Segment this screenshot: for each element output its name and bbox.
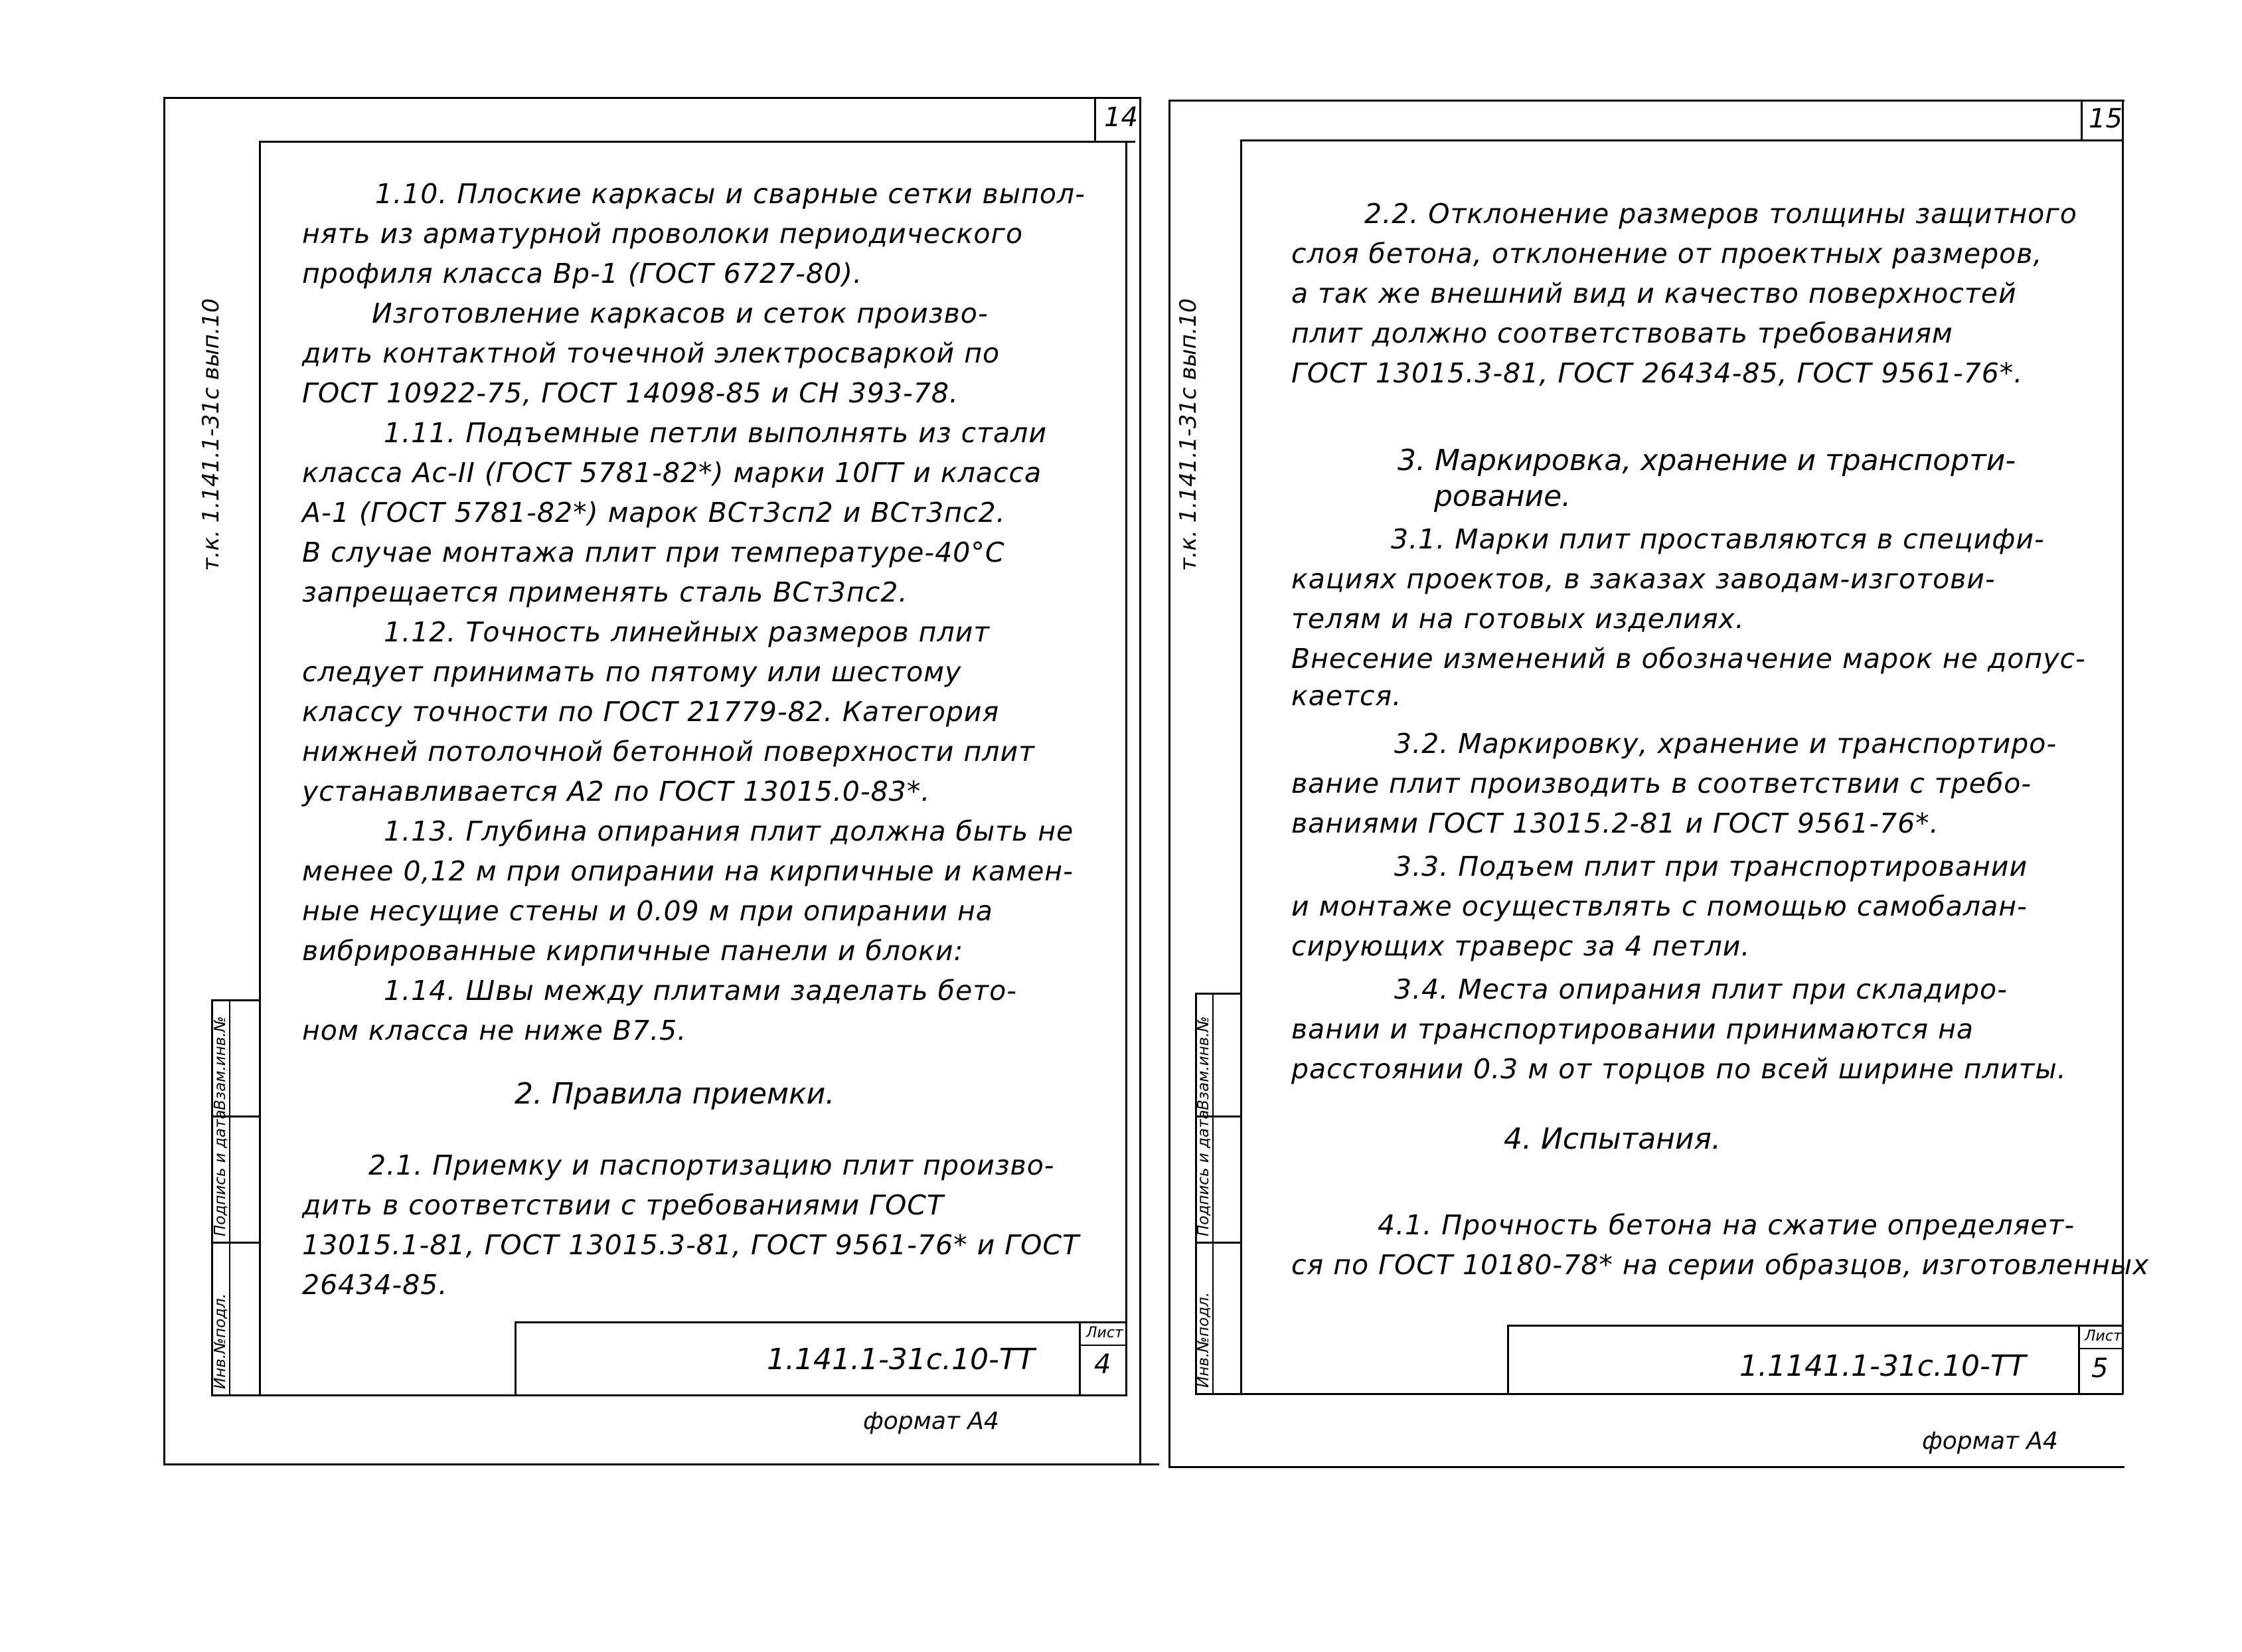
text-line: ГОСТ 13015.3-81, ГОСТ 26434-85, ГОСТ 9561-76*. — [1291, 357, 2024, 389]
text-line: следует принимать по пятому или шестому — [302, 656, 962, 688]
text-line: и монтаже осуществлять с помощью самобалан- — [1291, 890, 2028, 922]
text-line: 1.11. Подъемные петли выполнять из стали — [384, 417, 1048, 449]
text-line: 3.1. Марки плит проставляются в специфи- — [1391, 523, 2045, 555]
text-line: ся по ГОСТ 10180-78* на серии образцов, изготовленных — [1291, 1249, 2150, 1281]
text-line: классу точности по ГОСТ 21779-82. Категория — [302, 696, 1000, 728]
text-line: нять из арматурной проволоки периодического — [302, 218, 1024, 250]
sheet-label: Лист — [1086, 1325, 1123, 1341]
text-line: А-1 (ГОСТ 5781-82*) марок ВСт3сп2 и ВСт3пс2. — [302, 497, 1006, 529]
text-line: класса Ас-II (ГОСТ 5781-82*) марки 10ГТ и класса — [302, 457, 1042, 489]
section-title: 2. Правила приемки. — [515, 1077, 835, 1111]
format-label: формат А4 — [1922, 1428, 2058, 1455]
text-line: вибрированные кирпичные панели и блоки: — [302, 935, 964, 967]
replace-cell: Взам.инв.№ — [212, 1016, 229, 1110]
side-label: т.к. 1.141.1-31с вып.10 — [198, 298, 224, 571]
text-line: 4.1. Прочность бетона на сжатие определяет- — [1378, 1209, 2075, 1241]
text-line: Изготовление каркасов и сеток произво- — [372, 297, 989, 329]
text-line: устанавливается А2 по ГОСТ 13015.0-83*. — [302, 776, 931, 807]
replace-cell: Взам.инв.№ — [1195, 1016, 1212, 1110]
text-line: 26434-85. — [302, 1269, 448, 1301]
text-line: В случае монтажа плит при температуре-40°С — [302, 537, 1005, 568]
text-line: вании и транспортировании принимаются на — [1291, 1013, 1974, 1045]
text-line: кациях проектов, в заказах заводам-изготови- — [1291, 563, 1996, 595]
corner-number: 14 — [1104, 102, 1138, 133]
section-title: 4. Испытания. — [1504, 1122, 1721, 1156]
side-label: т.к. 1.141.1-31с вып.10 — [1175, 298, 1202, 571]
sheet-number: 4 — [1094, 1349, 1111, 1380]
text-line: менее 0,12 м при опирании на кирпичные и камен- — [302, 855, 1074, 887]
section-title: рование. — [1434, 479, 1571, 513]
sheet-label: Лист — [2085, 1328, 2122, 1345]
text-line: расстоянии 0.3 м от торцов по всей ширине плиты. — [1291, 1053, 2067, 1085]
text-line: 1.14. Швы между плитами заделать бето- — [384, 975, 1017, 1007]
text-line: запрещается применять сталь ВСт3пс2. — [302, 576, 908, 608]
corner-number: 15 — [2089, 104, 2122, 134]
text-line: 3.4. Места опирания плит при складиро- — [1394, 973, 2008, 1005]
text-line: ном класса не ниже В7.5. — [302, 1015, 687, 1046]
inv-cell: Инв.№подл. — [1195, 1291, 1212, 1388]
text-line: вание плит производить в соответствии с требо- — [1291, 768, 2032, 799]
text-line: 2.2. Отклонение размеров толщины защитного — [1364, 198, 2077, 230]
text-line: дить контактной точечной электросваркой по — [302, 337, 1001, 369]
text-line: 1.13. Глубина опирания плит должна быть не — [384, 815, 1074, 847]
text-line: кается. — [1291, 680, 1402, 712]
text-line: 3.2. Маркировку, хранение и транспортиро- — [1394, 728, 2057, 760]
text-line: ваниями ГОСТ 13015.2-81 и ГОСТ 9561-76*. — [1291, 807, 1939, 839]
text-line: а так же внешний вид и качество поверхностей — [1291, 278, 2017, 309]
text-line: профиля класса Вр-1 (ГОСТ 6727-80). — [302, 258, 863, 289]
format-label: формат А4 — [863, 1408, 999, 1435]
text-line: 3.3. Подъем плит при транспортировании — [1394, 851, 2028, 882]
text-line: слоя бетона, отклонение от проектных размеров, — [1291, 238, 2043, 270]
text-line: 2.1. Приемку и паспортизацию плит произво- — [368, 1149, 1055, 1181]
sign-cell: Подпись и дата — [212, 1110, 229, 1236]
text-line: ГОСТ 10922-75, ГОСТ 14098-85 и СН 393-78. — [302, 377, 959, 409]
text-line: 1.10. Плоские каркасы и сварные сетки выпол- — [375, 178, 1085, 210]
text-line: телям и на готовых изделиях. — [1291, 603, 1745, 635]
text-line: ные несущие стены и 0.09 м при опирании на — [302, 895, 993, 927]
text-line: сирующих траверс за 4 петли. — [1291, 930, 1751, 962]
stamp-code: 1.141.1-31с.10-ТТ — [767, 1343, 1035, 1376]
stamp-code: 1.1141.1-31с.10-ТТ — [1739, 1349, 2026, 1383]
text-line: Внесение изменений в обозначение марок не допус- — [1291, 643, 2086, 675]
inv-cell: Инв.№подл. — [212, 1293, 229, 1389]
section-title: 3. Маркировка, хранение и транспорти- — [1398, 444, 2016, 477]
sign-cell: Подпись и дата — [1195, 1110, 1212, 1236]
sheet-number: 5 — [2091, 1353, 2109, 1384]
text-line: 1.12. Точность линейных размеров плит — [384, 616, 991, 648]
text-line: плит должно соответствовать требованиям — [1291, 317, 1953, 349]
text-line: 13015.1-81, ГОСТ 13015.3-81, ГОСТ 9561-76* и ГОСТ — [302, 1229, 1080, 1261]
text-line: нижней потолочной бетонной поверхности плит — [302, 736, 1035, 768]
text-line: дить в соответствии с требованиями ГОСТ — [302, 1189, 944, 1221]
